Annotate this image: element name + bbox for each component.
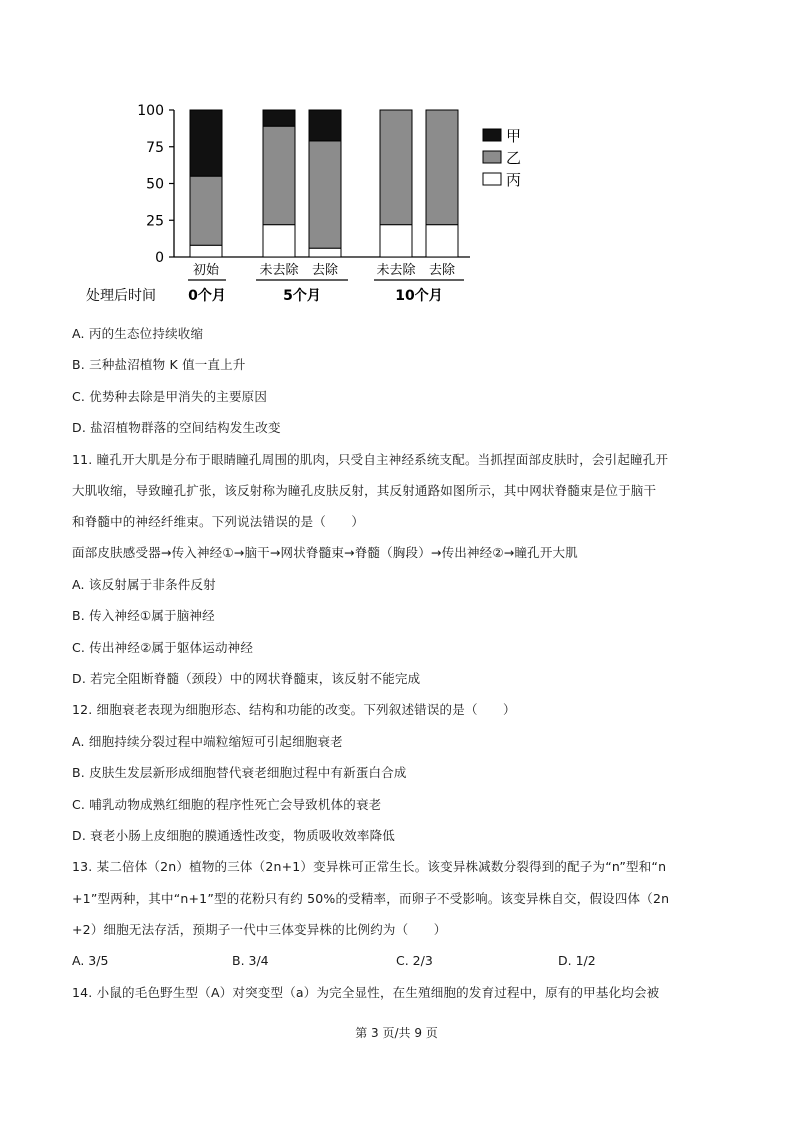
legend-swatch — [483, 173, 501, 185]
bar-segment-甲 — [190, 110, 222, 176]
q13-stem-line-3: +2）细胞无法存活，预期子一代中三体变异株的比例约为（ ） — [72, 922, 447, 937]
q12-option-d: D. 衰老小肠上皮细胞的膜通透性改变，物质吸收效率降低 — [72, 828, 395, 843]
q11-stem-line-1: 11. 瞳孔开大肌是分布于眼睛瞳孔周围的肌肉，只受自主神经系统支配。当抓捏面部皮肤时，会引起瞳孔开 — [72, 452, 669, 467]
q12-option-c: C. 哺乳动物成熟红细胞的程序性死亡会导致机体的衰老 — [72, 797, 382, 812]
bar-segment-丙 — [263, 225, 295, 257]
y-tick-label: 75 — [146, 139, 164, 156]
group-labels — [188, 287, 443, 304]
legend-label: 甲 — [506, 127, 522, 145]
legend-swatch — [483, 129, 501, 141]
q11-stem-line-2: 大肌收缩，导致瞳孔扩张，该反射称为瞳孔皮肤反射，其反射通路如图所示，其中网状脊髓束是位于脑干 — [72, 483, 657, 498]
q13-option-d: D. 1/2 — [558, 953, 596, 968]
bar-segment-乙 — [426, 110, 458, 225]
q13-option-b: B. 3/4 — [232, 953, 269, 968]
bar-segment-乙 — [380, 110, 412, 225]
bar-segment-乙 — [263, 126, 295, 224]
x-axis-title: 处理后时间 — [86, 288, 156, 304]
y-ticks — [169, 110, 174, 257]
group-label: 5个月 — [283, 288, 321, 304]
bar-segment-丙 — [426, 225, 458, 257]
q13-option-a: A. 3/5 — [72, 953, 109, 968]
bar-segment-丙 — [190, 245, 222, 257]
category-label: 初始 — [192, 263, 220, 278]
q12-option-b: B. 皮肤生发层新形成细胞替代衰老细胞过程中有新蛋白合成 — [72, 765, 407, 780]
bars — [190, 110, 458, 257]
y-tick-label: 50 — [146, 176, 164, 193]
q11-option-b: B. 传入神经①属于脑神经 — [72, 608, 215, 623]
q12-option-a: A. 细胞持续分裂过程中端粒缩短可引起细胞衰老 — [72, 734, 343, 749]
bar-segment-丙 — [309, 248, 341, 257]
q10-option-d: D. 盐沼植物群落的空间结构发生改变 — [72, 420, 281, 435]
stacked-bar-chart — [60, 95, 560, 315]
y-tick-label: 0 — [155, 250, 164, 266]
category-label: 未去除 — [376, 263, 416, 278]
q13-stem-line-1: 13. 某二倍体（2n）植物的三体（2n+1）变异株可正常生长。该变异株减数分裂得到的配子为“n”型和“n — [72, 859, 667, 874]
legend-label: 丙 — [506, 171, 522, 189]
q11-option-a: A. 该反射属于非条件反射 — [72, 577, 216, 592]
legend — [483, 127, 521, 189]
legend-swatch — [483, 151, 501, 163]
group-label: 10个月 — [395, 288, 443, 304]
bar-segment-甲 — [309, 110, 341, 141]
q10-option-c: C. 优势种去除是甲消失的主要原因 — [72, 389, 268, 404]
y-tick-label: 25 — [146, 213, 164, 230]
q10-option-b: B. 三种盐沼植物 K 值一直上升 — [72, 357, 246, 372]
bar-segment-丙 — [380, 225, 412, 257]
category-label: 去除 — [428, 263, 456, 278]
q13-option-c: C. 2/3 — [396, 953, 433, 968]
legend-label: 乙 — [506, 149, 522, 167]
q11-option-d: D. 若完全阻断脊髓（颈段）中的网状脊髓束，该反射不能完成 — [72, 671, 421, 686]
category-label: 去除 — [311, 263, 339, 278]
q10-option-a: A. 丙的生态位持续收缩 — [72, 326, 204, 341]
q13-stem-line-2: +1”型两种，其中“n+1”型的花粉只有约 50%的受精率，而卵子不受影响。该变异株自交，假设四体（2n — [72, 891, 670, 906]
y-tick-label: 100 — [137, 103, 164, 119]
q11-option-c: C. 传出神经②属于躯体运动神经 — [72, 640, 254, 655]
group-label: 0个月 — [188, 288, 226, 304]
category-labels — [193, 262, 456, 278]
bar-segment-甲 — [263, 110, 295, 126]
bar-segment-乙 — [190, 176, 222, 245]
category-label: 未去除 — [259, 263, 299, 278]
q14-stem: 14. 小鼠的毛色野生型（A）对突变型（a）为完全显性，在生殖细胞的发育过程中，原有的甲基化均会被 — [72, 985, 660, 1000]
q11-pathway: 面部皮肤感受器→传入神经①→脑干→网状脊髓束→脊髓（胸段）→传出神经②→瞳孔开大肌 — [72, 545, 578, 560]
q11-stem-line-3: 和脊髓中的神经纤维束。下列说法错误的是（ ） — [72, 514, 365, 529]
bar-segment-乙 — [309, 141, 341, 248]
page-footer: 第 3 页/共 9 页 — [355, 1026, 438, 1040]
q12-stem: 12. 细胞衰老表现为细胞形态、结构和功能的改变。下列叙述错误的是（ ） — [72, 702, 516, 717]
y-tick-labels — [137, 103, 164, 266]
